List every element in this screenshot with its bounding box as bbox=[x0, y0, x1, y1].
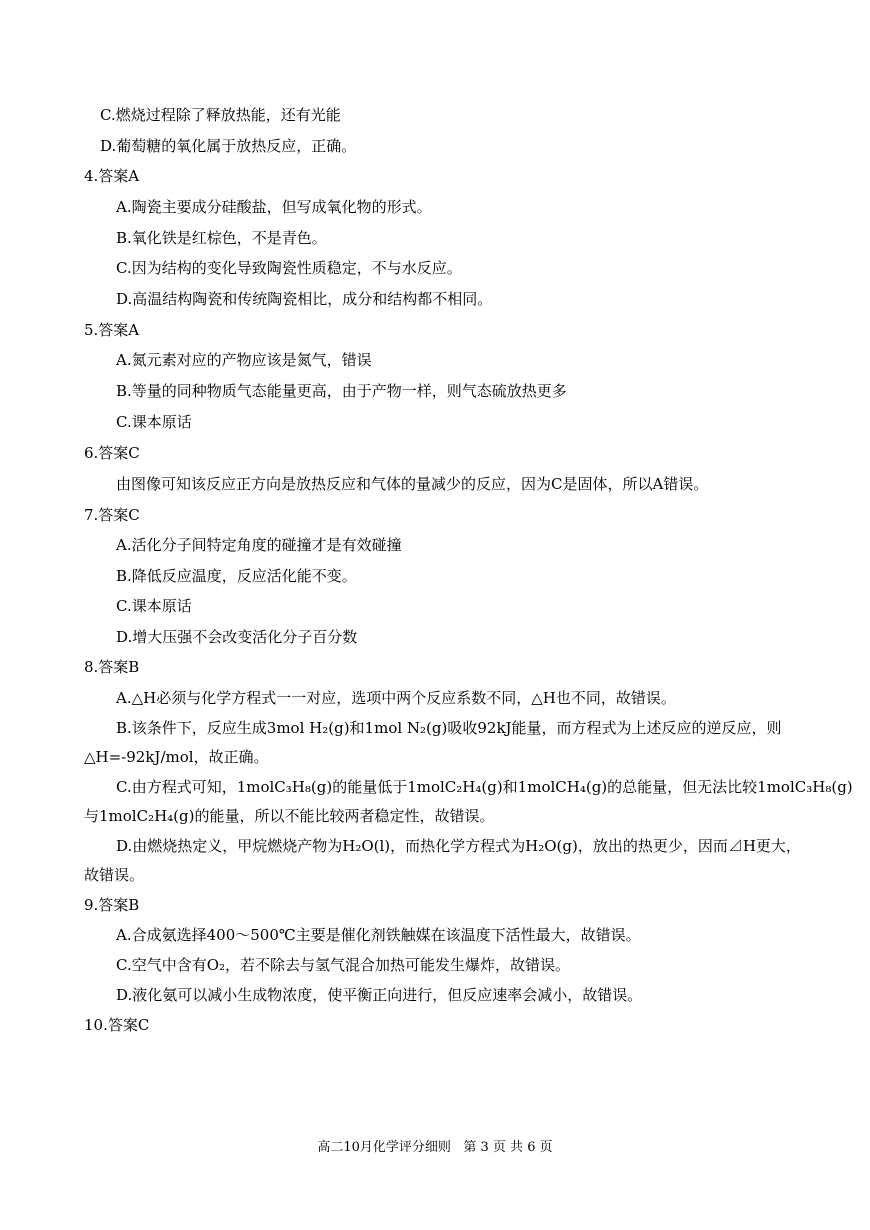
footer-page-number: 3 bbox=[480, 1140, 489, 1155]
text-line: A.合成氨选择400～500℃主要是催化剂铁触媒在该温度下活性最大，故错误。 bbox=[116, 926, 641, 944]
footer-title: 高二10月化学评分细则 bbox=[317, 1140, 451, 1155]
footer-total-number: 6 bbox=[527, 1140, 536, 1155]
answer-heading: 6.答案C bbox=[84, 444, 140, 462]
text-line: D.由燃烧热定义，甲烷燃烧产物为H₂O(l)，而热化学方程式为H₂O(g)，放出的热更少，因而⊿H更大， bbox=[116, 837, 801, 855]
text-line: A.氮元素对应的产物应该是氮气，错误 bbox=[116, 351, 372, 369]
footer-total-unit: 页 bbox=[539, 1140, 553, 1155]
text-line: D.增大压强不会改变活化分子百分数 bbox=[116, 628, 358, 646]
text-line: A.△H必须与化学方程式一一对应，选项中两个反应系数不同，△H也不同，故错误。 bbox=[116, 689, 676, 707]
page-footer bbox=[0, 1139, 870, 1157]
text-line: C.因为结构的变化导致陶瓷性质稳定，不与水反应。 bbox=[116, 259, 462, 277]
answer-heading: 8.答案B bbox=[84, 658, 140, 676]
text-line: C.课本原话 bbox=[116, 597, 192, 615]
text-line: 故错误。 bbox=[84, 866, 145, 884]
answer-heading: 7.答案C bbox=[84, 506, 140, 524]
text-line: C.由方程式可知，1molC₃H₈(g)的能量低于1molC₂H₄(g)和1molCH₄(g)的总能量，但无法比较1molC₃H₈(g) bbox=[116, 778, 853, 796]
text-line: B.等量的同种物质气态能量更高，由于产物一样，则气态硫放热更多 bbox=[116, 382, 567, 400]
text-line: C.燃烧过程除了释放热能，还有光能 bbox=[100, 106, 341, 124]
answer-heading: 9.答案B bbox=[84, 896, 140, 914]
footer-page-label: 第 bbox=[463, 1140, 477, 1155]
text-line: 与1molC₂H₄(g)的能量，所以不能比较两者稳定性，故错误。 bbox=[84, 807, 495, 825]
text-line: D.葡萄糖的氧化属于放热反应，正确。 bbox=[100, 137, 357, 155]
text-line: B.该条件下，反应生成3mol H₂(g)和1mol N₂(g)吸收92kJ能量，而方程式为上述反应的逆反应，则 bbox=[116, 719, 782, 737]
text-line: B.降低反应温度，反应活化能不变。 bbox=[116, 567, 357, 585]
answer-heading: 10.答案C bbox=[84, 1016, 150, 1034]
text-line: A.陶瓷主要成分硅酸盐，但写成氧化物的形式。 bbox=[116, 198, 432, 216]
text-line: D.液化氨可以减小生成物浓度，使平衡正向进行，但反应速率会减小，故错误。 bbox=[116, 986, 643, 1004]
text-line: C.空气中含有O₂，若不除去与氢气混合加热可能发生爆炸，故错误。 bbox=[116, 956, 571, 974]
answer-heading: 4.答案A bbox=[84, 167, 140, 185]
text-line: D.高温结构陶瓷和传统陶瓷相比，成分和结构都不相同。 bbox=[116, 290, 493, 308]
text-line: 由图像可知该反应正方向是放热反应和气体的量减少的反应，因为C是固体，所以A错误。 bbox=[116, 475, 709, 493]
text-line: △H=-92kJ/mol，故正确。 bbox=[84, 748, 269, 766]
text-line: A.活化分子间特定角度的碰撞才是有效碰撞 bbox=[116, 536, 402, 554]
text-line: B.氧化铁是红棕色，不是青色。 bbox=[116, 229, 327, 247]
footer-total-label: 共 bbox=[510, 1140, 524, 1155]
text-line: C.课本原话 bbox=[116, 413, 192, 431]
footer-page-unit: 页 bbox=[492, 1140, 506, 1155]
answer-heading: 5.答案A bbox=[84, 321, 140, 339]
